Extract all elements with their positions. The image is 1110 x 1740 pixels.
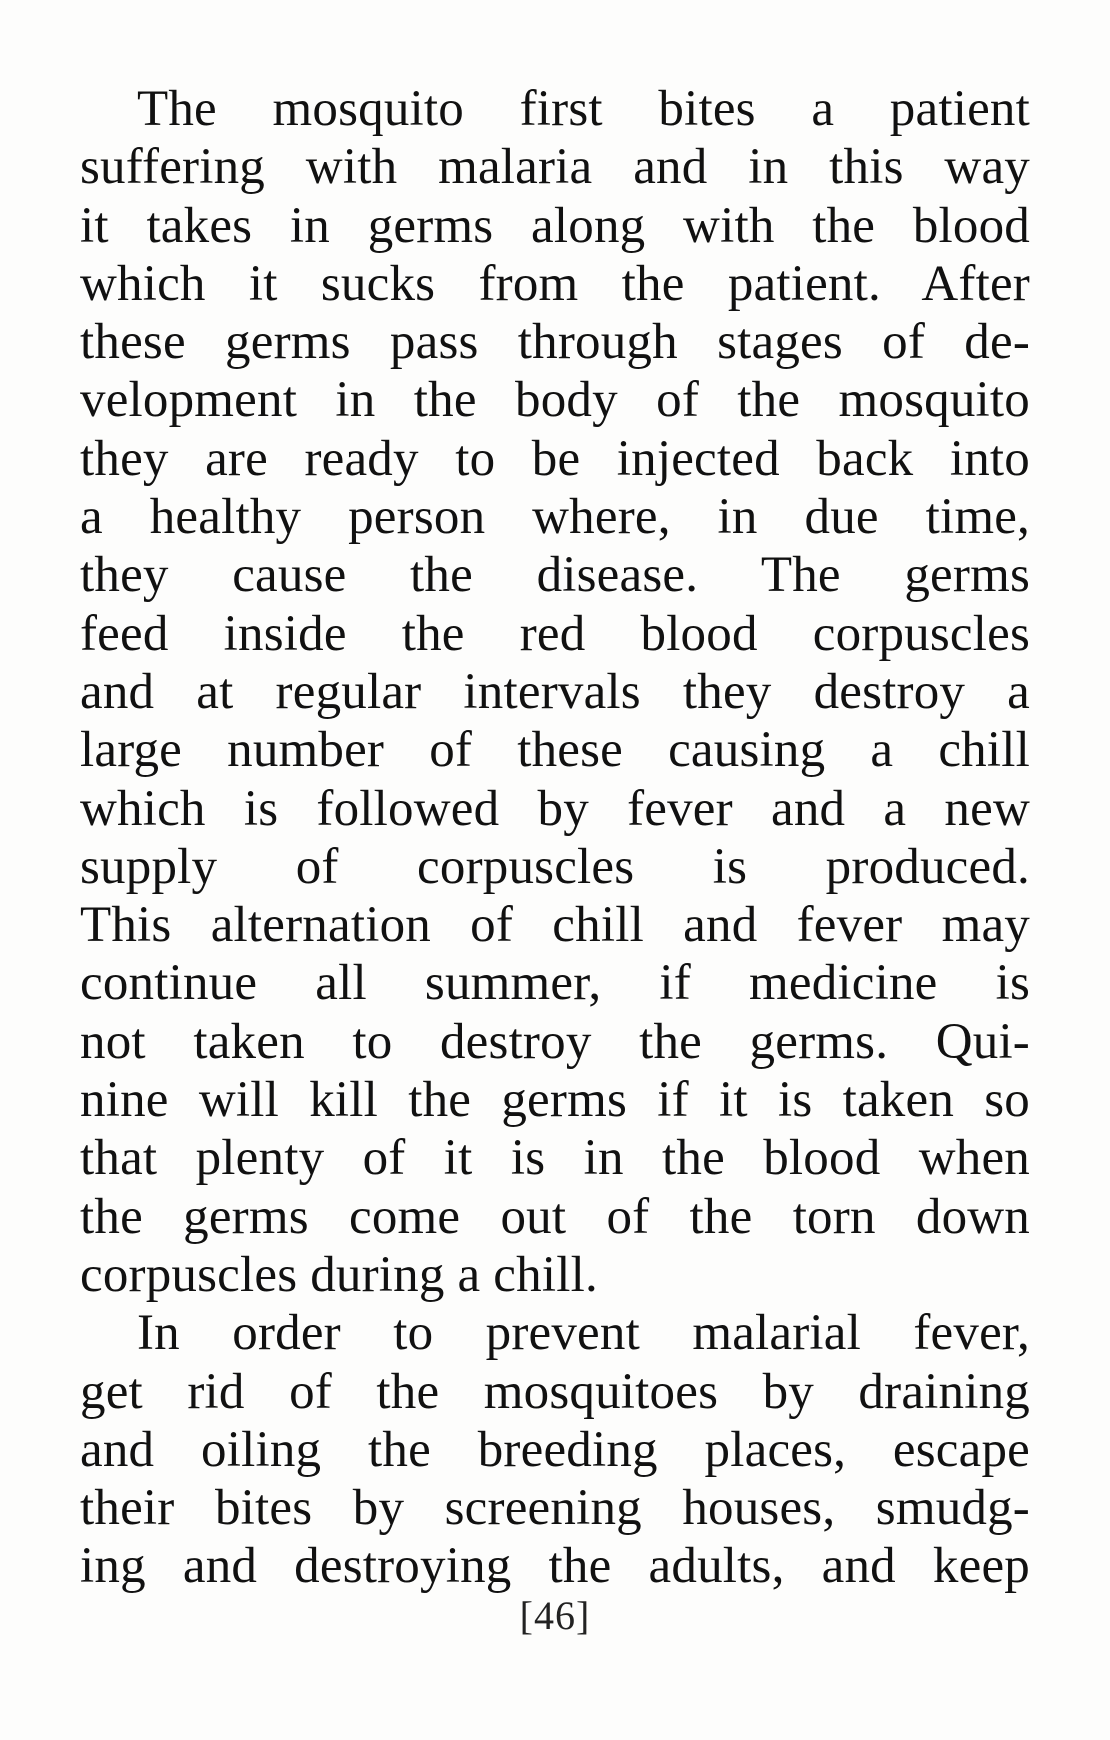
text-line: their bites by screening houses, smudg-: [80, 1480, 1030, 1537]
text-line: which it sucks from the patient. After: [80, 255, 1030, 312]
text-line: velopment in the body of the mosquito: [80, 372, 1030, 429]
text-line: continue all summer, if medicine is: [80, 955, 1030, 1012]
text-line: feed inside the red blood corpuscles: [80, 605, 1030, 662]
paragraph-1: [80, 80, 1030, 1304]
text-line: they cause the disease. The germs: [80, 547, 1030, 604]
text-line: not taken to destroy the germs. Qui-: [80, 1013, 1030, 1070]
text-line: and oiling the breeding places, escape: [80, 1421, 1030, 1478]
text-line: large number of these causing a chill: [80, 722, 1030, 779]
text-line: get rid of the mosquitoes by draining: [80, 1363, 1030, 1420]
text-line: nine will kill the germs if it is taken so: [80, 1072, 1030, 1129]
text-line: it takes in germs along with the blood: [80, 197, 1030, 254]
text-line: This alternation of chill and fever may: [80, 897, 1030, 954]
page-number: [46]: [519, 1593, 591, 1638]
paragraph-2: [80, 1304, 1030, 1595]
text-line: ing and destroying the adults, and keep: [80, 1538, 1030, 1595]
text-line: the germs come out of the torn down: [80, 1188, 1030, 1245]
text-line: they are ready to be injected back into: [80, 430, 1030, 487]
text-line: that plenty of it is in the blood when: [80, 1130, 1030, 1187]
text-line: The mosquito first bites a patient: [137, 81, 1030, 137]
text-line: which is followed by fever and a new: [80, 780, 1030, 837]
text-line: corpuscles during a chill.: [80, 1246, 598, 1303]
text-line: these germs pass through stages of de-: [80, 314, 1030, 371]
body-text: [80, 80, 1030, 1596]
text-line: a healthy person where, in due time,: [80, 489, 1030, 546]
text-line: In order to prevent malarial fever,: [137, 1305, 1030, 1362]
text-line: supply of corpuscles is produced.: [80, 838, 1030, 895]
text-line: suffering with malaria and in this way: [80, 139, 1030, 196]
text-line: and at regular intervals they destroy a: [80, 663, 1030, 720]
